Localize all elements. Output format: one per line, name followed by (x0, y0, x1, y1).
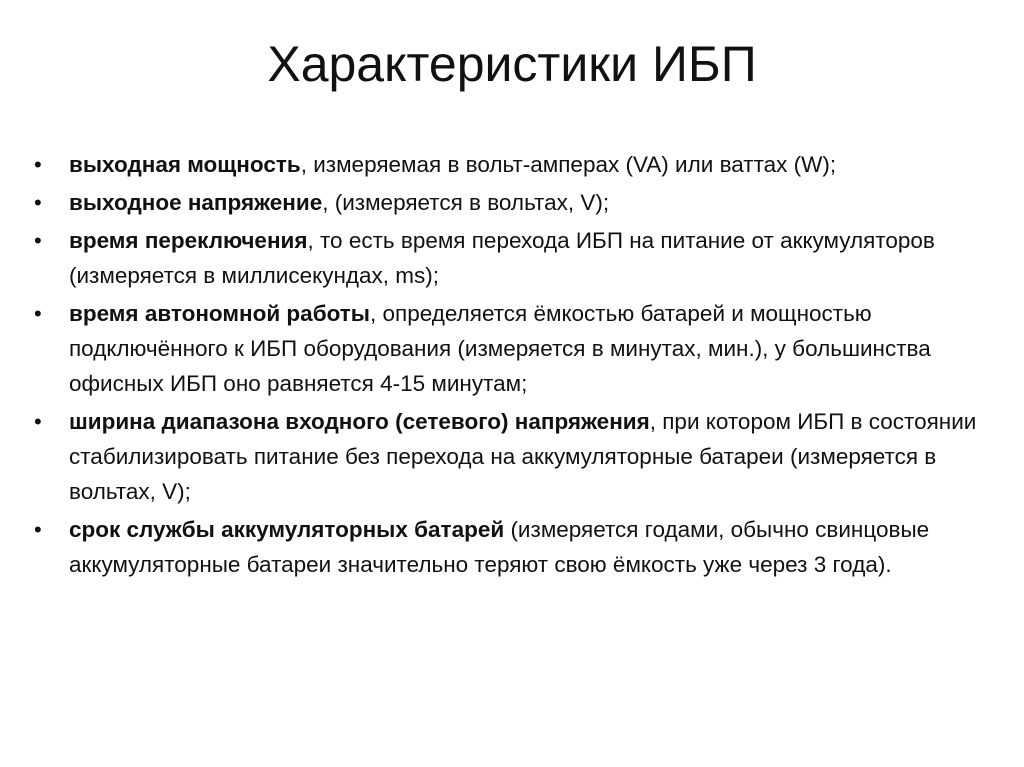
bullet-icon: • (34, 228, 42, 253)
bullet-text: , при котором ИБП в состоянии стабилизировать питание без перехода на аккумуляторные батареи (измеряется в вольтах, V); (69, 409, 977, 504)
bullet-text: , измеряемая в вольт-амперах (VA) или ваттах (W); (300, 152, 837, 177)
bullet-icon: • (34, 152, 42, 177)
bullet-list (34, 147, 994, 585)
bullet-term: срок службы аккумуляторных батарей (69, 517, 505, 542)
bullet-icon: • (34, 517, 42, 542)
bullet-text: , определяется ёмкостью батарей и мощностью подключённого к ИБП оборудования (измеряется в минутах, мин.), у большинства офисных ИБП оно равняется 4-15 минутам; (69, 301, 931, 396)
bullet-icon: • (34, 190, 42, 215)
bullet-term: время переключения (69, 228, 308, 253)
bullet-icon: • (34, 409, 42, 434)
bullet-item-battery-life (34, 512, 994, 582)
bullet-term: выходная мощность (69, 152, 301, 177)
bullet-term: выходное напряжение (69, 190, 323, 215)
bullet-text: (измеряется годами, обычно свинцовые аккумуляторные батареи значительно теряют свою ёмкость уже через 3 года). (69, 517, 930, 577)
bullet-item-input-range (34, 404, 994, 509)
bullet-item-switch-time (34, 223, 994, 293)
bullet-item-runtime (34, 296, 994, 401)
slide-title: Характеристики ИБП (267, 36, 757, 92)
bullet-text: , (измеряется в вольтах, V); (322, 190, 610, 215)
bullet-icon: • (34, 301, 42, 326)
bullet-item-output-voltage (34, 185, 994, 220)
bullet-term: время автономной работы (69, 301, 371, 326)
bullet-item-output-power (34, 147, 994, 182)
bullet-text: , то есть время перехода ИБП на питание от аккумуляторов (измеряется в миллисекундах, ms); (69, 228, 935, 288)
bullet-term: ширина диапазона входного (сетевого) напряжения (69, 409, 650, 434)
